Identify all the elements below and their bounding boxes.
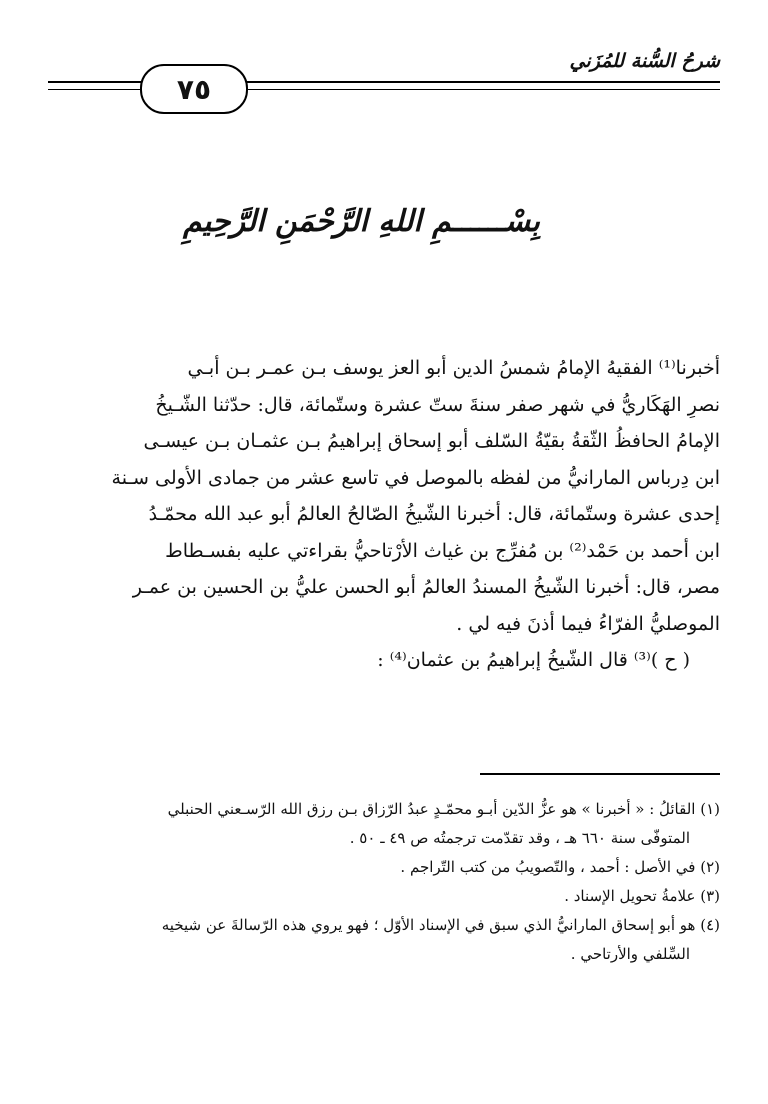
text-line: إحدى عشرة وستّمائة، قال: أخبرنا الشّيخُ الصّالحُ العالمُ أبو عبد الله محمّـدُ bbox=[148, 503, 720, 525]
footnote-2 bbox=[48, 853, 720, 882]
footnote-line: (٤) هو أبو إسحاق المارانيُّ الذي سبق في الإسناد الأوّل ؛ فهو يروي هذه الرّسالةَ عن شيخيه bbox=[161, 916, 720, 934]
text-line: ابن دِرباس المارانيُّ من لفظه بالموصل في تاسع عشر من جمادى الأولى سـنة bbox=[111, 466, 720, 489]
page-number: ٧٥ bbox=[140, 64, 248, 114]
text-line: أخبرنا⁽¹⁾ الفقيهُ الإمامُ شمسُ الدين أبو العز يوسف بـن عمـر بـن أبـي bbox=[187, 357, 720, 379]
basmala-text: بِسْــــــمِ اللهِ الرَّحْمَنِ الرَّحِيمِ bbox=[183, 204, 540, 239]
main-text bbox=[48, 350, 720, 679]
footnote-line: (١) القائلُ : « أخبرنا » هو عزُّ الدّين أبـو محمّـدٍ عبدُ الرّزاق بـن رزق الله الرّسـعني الحنبلي bbox=[167, 800, 720, 818]
text-line: ابن أحمد بن حَمْد⁽²⁾ بن مُفرِّج بن غياث الأرْتاحيُّ بقراءتي عليه بفسـطاط bbox=[165, 539, 720, 562]
footnote-1 bbox=[48, 795, 720, 853]
footnote-line: السِّلفي والأرتاحي . bbox=[570, 945, 690, 963]
footnote-separator bbox=[480, 773, 720, 775]
basmala-calligraphy bbox=[183, 200, 540, 280]
footnotes bbox=[48, 795, 720, 969]
text-line: الموصليُّ الفرّاءُ فيما أذنَ فيه لي . bbox=[456, 612, 720, 635]
footnote-line: (٣) علامةُ تحويل الإسناد . bbox=[564, 887, 720, 905]
footnote-4 bbox=[48, 911, 720, 969]
running-header-title: شرحُ السُّنة للمُزَني bbox=[569, 50, 720, 72]
text-line: الإمامُ الحافظُ الثّقةُ بقيّةُ السّلف أبو إسحاق إبراهيمُ بـن عثمـان بـن عيسـى bbox=[143, 430, 720, 452]
footnote-3 bbox=[48, 882, 720, 911]
text-line: مصر، قال: أخبرنا الشّيخُ المسندُ العالمُ أبو الحسن عليُّ بن الحسين بن عمـر bbox=[132, 576, 720, 598]
footnote-line: (٢) في الأصل : أحمد ، والتّصويبُ من كتب التّراجم . bbox=[400, 858, 720, 876]
text-line: نصرِ الهَكَاريُّ في شهر صفر سنةَ ستّ عشرة وستّمائة، قال: حدّثنا الشّـيخُ bbox=[155, 393, 720, 416]
footnote-line: المتوفّى سنة ٦٦٠ هـ ، وقد تقدّمت ترجمتُه ص ٤٩ ـ ٥٠ . bbox=[349, 829, 690, 847]
text-line: ( ح )⁽³⁾ قال الشّيخُ إبراهيمُ بن عثمان⁽⁴⁾ : bbox=[377, 649, 690, 671]
